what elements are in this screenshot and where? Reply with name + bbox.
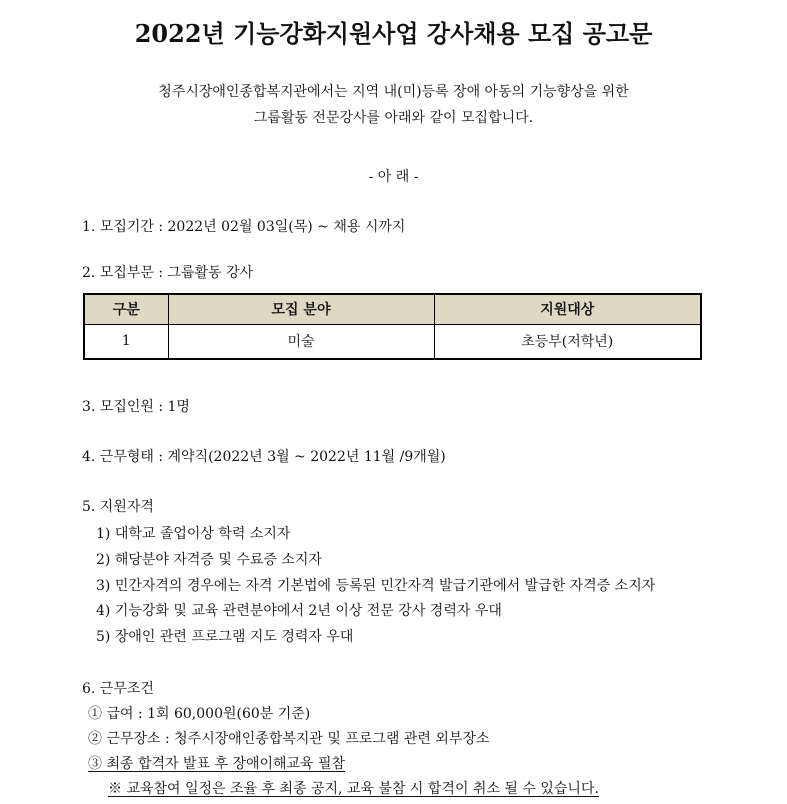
section-employment-type: 4. 근무형태 : 계약직(2022년 3월 ~ 2022년 11월 /9개월) xyxy=(82,449,446,465)
details-separator: - 아 래 - xyxy=(368,169,419,185)
table-row xyxy=(84,324,701,359)
intro-line-1: 청주시장애인종합복지관에서는 지역 내(미)등록 장애 아동의 기능향상을 위한 xyxy=(158,84,629,100)
condition-item: ② 근무장소 : 청주시장애인종합복지관 및 프로그램 관련 외부장소 xyxy=(88,731,490,747)
section-conditions-heading: 6. 근무조건 xyxy=(82,681,154,697)
table-cell-field: 미술 xyxy=(168,324,434,359)
page-title: 2022년 기능강화지원사업 강사채용 모집 공고문 xyxy=(134,19,653,48)
table-header-cell: 모집 분야 xyxy=(168,294,434,324)
intro-line-2: 그룹활동 전문강사를 아래와 같이 모집합니다. xyxy=(253,110,534,126)
qualification-item: 1) 대학교 졸업이상 학력 소지자 xyxy=(96,526,291,542)
qualification-item: 3) 민간자격의 경우에는 자격 기본법에 등록된 민간자격 발급기관에서 발급한 자격증 소지자 xyxy=(96,578,656,594)
section-recruit-period: 1. 모집기간 : 2022년 02월 03일(목) ~ 채용 시까지 xyxy=(82,219,406,235)
section-qualifications-heading: 5. 지원자격 xyxy=(82,499,154,515)
qualification-item: 4) 기능강화 및 교육 관련분야에서 2년 이상 전문 강사 경력자 우대 xyxy=(96,603,502,619)
table-header-cell: 지원대상 xyxy=(434,294,701,324)
qualification-item: 2) 해당분야 자격증 및 수료증 소지자 xyxy=(96,552,322,568)
table-cell-target: 초등부(저학년) xyxy=(434,324,701,359)
table-header-row xyxy=(84,294,701,324)
section-headcount: 3. 모집인원 : 1명 xyxy=(82,399,190,415)
section-recruit-department: 2. 모집부문 : 그룹활동 강사 xyxy=(82,265,254,281)
recruit-table xyxy=(83,293,702,360)
condition-item: ① 급여 : 1회 60,000원(60분 기준) xyxy=(88,706,311,722)
condition-item-emphasized: ③ 최종 합격자 발표 후 장애이해교육 필참 xyxy=(88,756,346,772)
table-header-cell: 구분 xyxy=(84,294,168,324)
table-cell-number: 1 xyxy=(84,324,168,359)
notice-note: ※ 교육참여 일정은 조율 후 최종 공지, 교육 불참 시 합격이 취소 될 수 있습니다. xyxy=(108,781,599,797)
qualification-item: 5) 장애인 관련 프로그램 지도 경력자 우대 xyxy=(96,629,354,645)
